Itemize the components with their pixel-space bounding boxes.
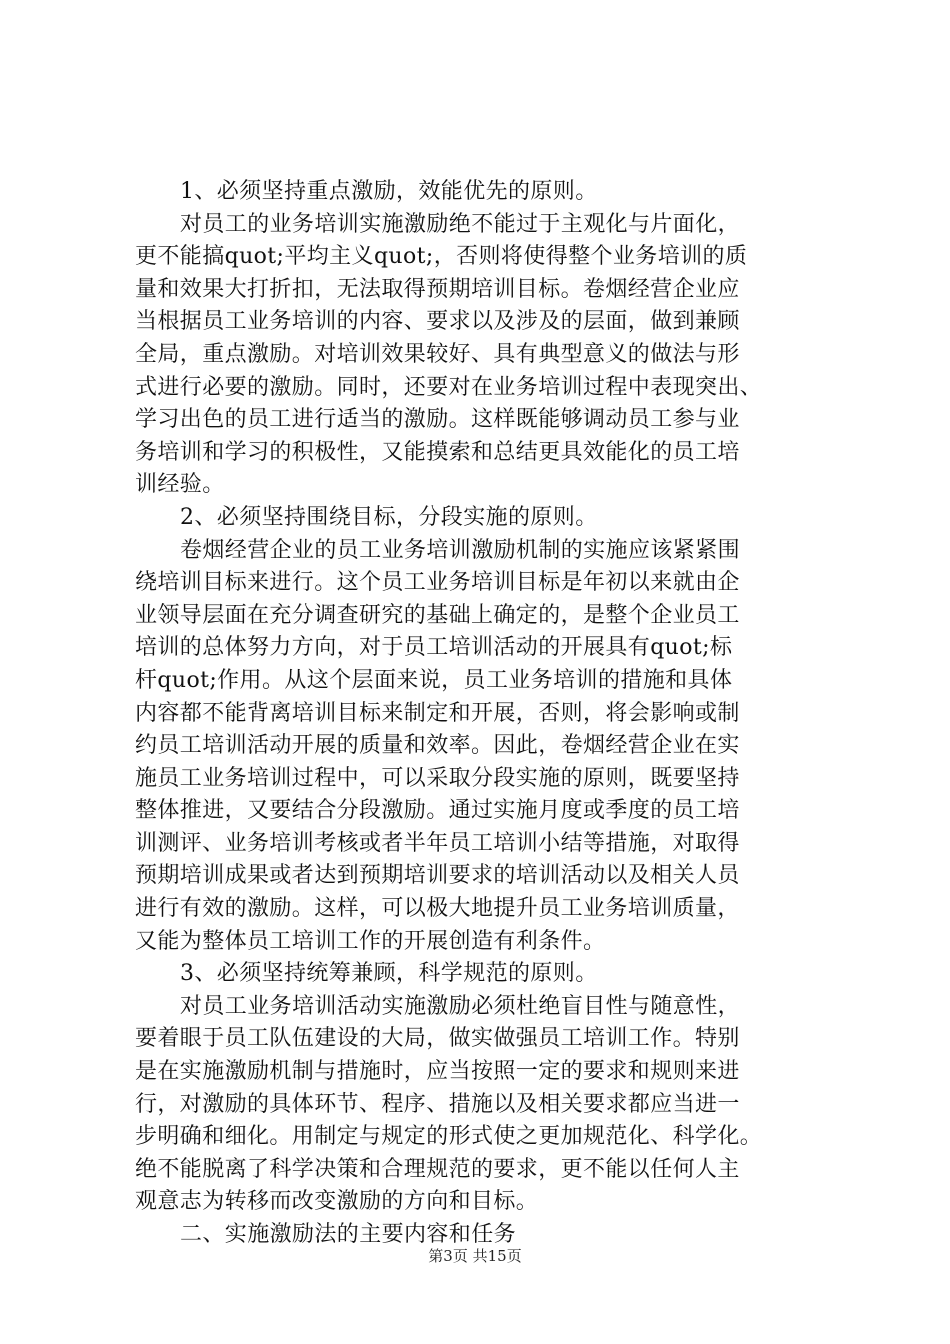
text-line: 务培训和学习的积极性，又能摸索和总结更具效能化的员工培 bbox=[135, 439, 740, 465]
text-line: 业领导层面在充分调查研究的基础上确定的，是整个企业员工 bbox=[135, 602, 740, 628]
text-line: 施员工业务培训过程中，可以采取分段实施的原则，既要坚持 bbox=[135, 765, 740, 791]
text-line: 对员工的业务培训实施激励绝不能过于主观化与片面化， bbox=[180, 211, 741, 237]
text-line: 当根据员工业务培训的内容、要求以及涉及的层面，做到兼顾 bbox=[135, 309, 740, 335]
text-line: 内容都不能背离培训目标来制定和开展，否则，将会影响或制 bbox=[135, 700, 740, 726]
page-footer: 第3页 共15页 bbox=[428, 1247, 522, 1265]
text-line: 步明确和细化。用制定与规定的形式使之更加规范化、科学化。 bbox=[135, 1124, 763, 1150]
document-body bbox=[135, 176, 855, 1252]
text-line: 是在实施激励机制与措施时，应当按照一定的要求和规则来进 bbox=[135, 1059, 740, 1085]
text-line: 训测评、业务培训考核或者半年员工培训小结等措施，对取得 bbox=[135, 830, 740, 856]
text-line: 整体推进，又要结合分段激励。通过实施月度或季度的员工培 bbox=[135, 798, 740, 824]
text-line: 观意志为转移而改变激励的方向和目标。 bbox=[135, 1189, 539, 1215]
text-line: 2、必须坚持围绕目标，分段实施的原则。 bbox=[180, 504, 598, 530]
text-line: 卷烟经营企业的员工业务培训激励机制的实施应该紧紧围 bbox=[180, 537, 741, 563]
text-line: 式进行必要的激励。同时，还要对在业务培训过程中表现突出、 bbox=[135, 374, 763, 400]
text-line: 杆quot;作用。从这个层面来说，员工业务培训的措施和具体 bbox=[135, 667, 733, 693]
text-line: 3、必须坚持统筹兼顾，科学规范的原则。 bbox=[180, 961, 598, 987]
text-line: 对员工业务培训活动实施激励必须杜绝盲目性与随意性， bbox=[180, 993, 741, 1019]
text-line: 要着眼于员工队伍建设的大局，做实做强员工培训工作。特别 bbox=[135, 1026, 740, 1052]
text-line: 绕培训目标来进行。这个员工业务培训目标是年初以来就由企 bbox=[135, 570, 740, 596]
text-line: 约员工培训活动开展的质量和效率。因此，卷烟经营企业在实 bbox=[135, 733, 740, 759]
text-line: 1、必须坚持重点激励，效能优先的原则。 bbox=[180, 179, 598, 204]
text-line: 全局，重点激励。对培训效果较好、具有典型意义的做法与形 bbox=[135, 341, 740, 367]
text-line: 又能为整体员工培训工作的开展创造有利条件。 bbox=[135, 928, 606, 954]
text-line: 训经验。 bbox=[135, 472, 225, 498]
text-line: 预期培训成果或者达到预期培训要求的培训活动以及相关人员 bbox=[135, 863, 740, 889]
text-line: 行，对激励的具体环节、程序、措施以及相关要求都应当进一 bbox=[135, 1091, 740, 1117]
text-line: 绝不能脱离了科学决策和合理规范的要求，更不能以任何人主 bbox=[135, 1156, 740, 1182]
text-line: 量和效果大打折扣，无法取得预期培训目标。卷烟经营企业应 bbox=[135, 276, 740, 302]
text-line: 二、实施激励法的主要内容和任务 bbox=[180, 1222, 517, 1247]
text-line: 更不能搞quot;平均主义quot;，否则将使得整个业务培训的质 bbox=[135, 244, 748, 270]
text-line: 学习出色的员工进行适当的激励。这样既能够调动员工参与业 bbox=[135, 407, 740, 433]
text-line: 进行有效的激励。这样，可以极大地提升员工业务培训质量， bbox=[135, 896, 740, 922]
text-line: 培训的总体努力方向，对于员工培训活动的开展具有quot;标 bbox=[135, 635, 733, 661]
